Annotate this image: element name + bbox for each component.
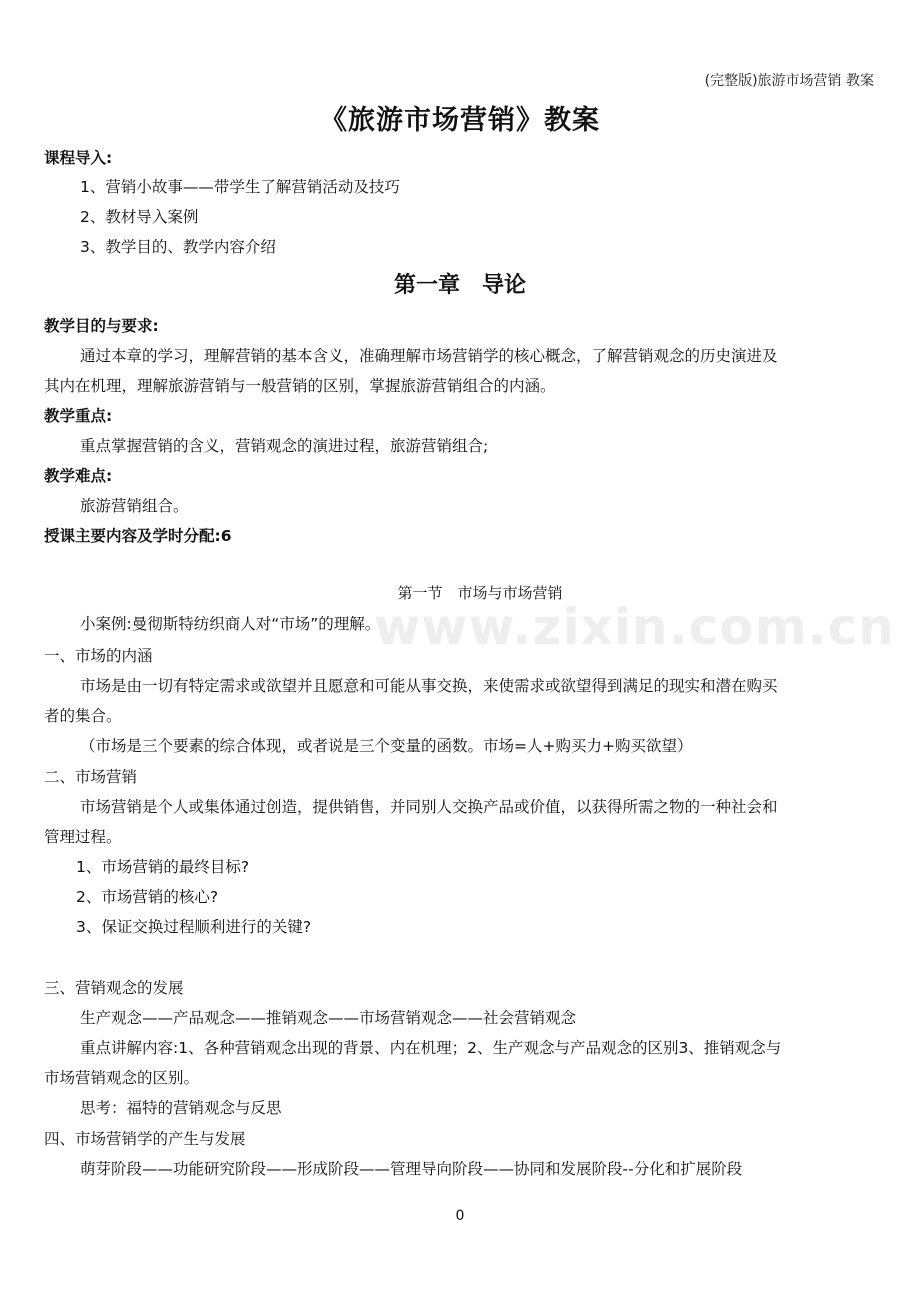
page-number: 0 <box>455 1208 465 1224</box>
concept-evolution: 生产观念——产品观念——推销观念——市场营销观念——社会营销观念 <box>80 1009 577 1027</box>
question-item: 1、市场营销的最终目标? <box>76 858 250 876</box>
reflection-text: 思考：福特的营销观念与反思 <box>80 1099 282 1117</box>
section-title: 第一节 市场与市场营销 <box>397 584 563 602</box>
market-heading: 一、市场的内涵 <box>44 647 153 665</box>
chapter-title: 第一章 导论 <box>393 273 526 298</box>
difficulty-text: 旅游营销组合。 <box>80 497 189 515</box>
intro-item: 1、营销小故事——带学生了解营销活动及技巧 <box>80 178 400 196</box>
intro-heading: 课程导入: <box>44 149 113 167</box>
market-note: （市场是三个要素的综合体现，或者说是三个变量的函数。市场=人+购买力+购买欲望） <box>80 737 693 755</box>
marketing-definition: 管理过程。 <box>44 828 122 846</box>
watermark: www.zixin.com.cn <box>374 598 895 656</box>
intro-item: 3、教学目的、教学内容介绍 <box>80 238 276 256</box>
concept-key-content: 重点讲解内容:1、各种营销观念出现的背景、内在机理；2、生产观念与产品观念的区别3、推销观念与 <box>80 1039 782 1057</box>
key-points-text: 重点掌握营销的含义，营销观念的演进过程，旅游营销组合; <box>80 437 489 455</box>
objectives-heading: 教学目的与要求: <box>44 317 159 335</box>
marketing-heading: 二、市场营销 <box>44 768 138 786</box>
header-note: (完整版)旅游市场营销 教案 <box>704 73 874 89</box>
discipline-heading: 四、市场营销学的产生与发展 <box>44 1130 246 1148</box>
discipline-stages: 萌芽阶段——功能研究阶段——形成阶段——管理导向阶段——协同和发展阶段--分化和扩展阶段 <box>80 1160 743 1178</box>
marketing-definition: 市场营销是个人或集体通过创造，提供销售，并同别人交换产品或价值，以获得所需之物的一种社会和 <box>80 798 778 816</box>
market-definition: 者的集合。 <box>44 707 122 725</box>
case-text: 小案例:曼彻斯特纺织商人对“市场”的理解。 <box>80 615 381 633</box>
objectives-text: 通过本章的学习，理解营销的基本含义，准确理解市场营销学的核心概念，了解营销观念的历史演进及 <box>80 347 778 365</box>
objectives-text: 其内在机理，理解旅游营销与一般营销的区别，掌握旅游营销组合的内涵。 <box>44 377 556 395</box>
question-item: 2、市场营销的核心? <box>76 888 219 906</box>
key-points-heading: 教学重点: <box>44 407 113 425</box>
concept-heading: 三、营销观念的发展 <box>44 979 184 997</box>
market-definition: 市场是由一切有特定需求或欲望并且愿意和可能从事交换，来使需求或欲望得到满足的现实和潜在购买 <box>80 677 778 695</box>
intro-item: 2、教材导入案例 <box>80 208 199 226</box>
concept-key-content: 市场营销观念的区别。 <box>44 1069 200 1087</box>
hours-heading: 授课主要内容及学时分配:6 <box>44 527 232 545</box>
question-item: 3、保证交换过程顺利进行的关键? <box>76 918 312 936</box>
document-title: 《旅游市场营销》教案 <box>320 105 600 136</box>
difficulty-heading: 教学难点: <box>44 467 113 485</box>
